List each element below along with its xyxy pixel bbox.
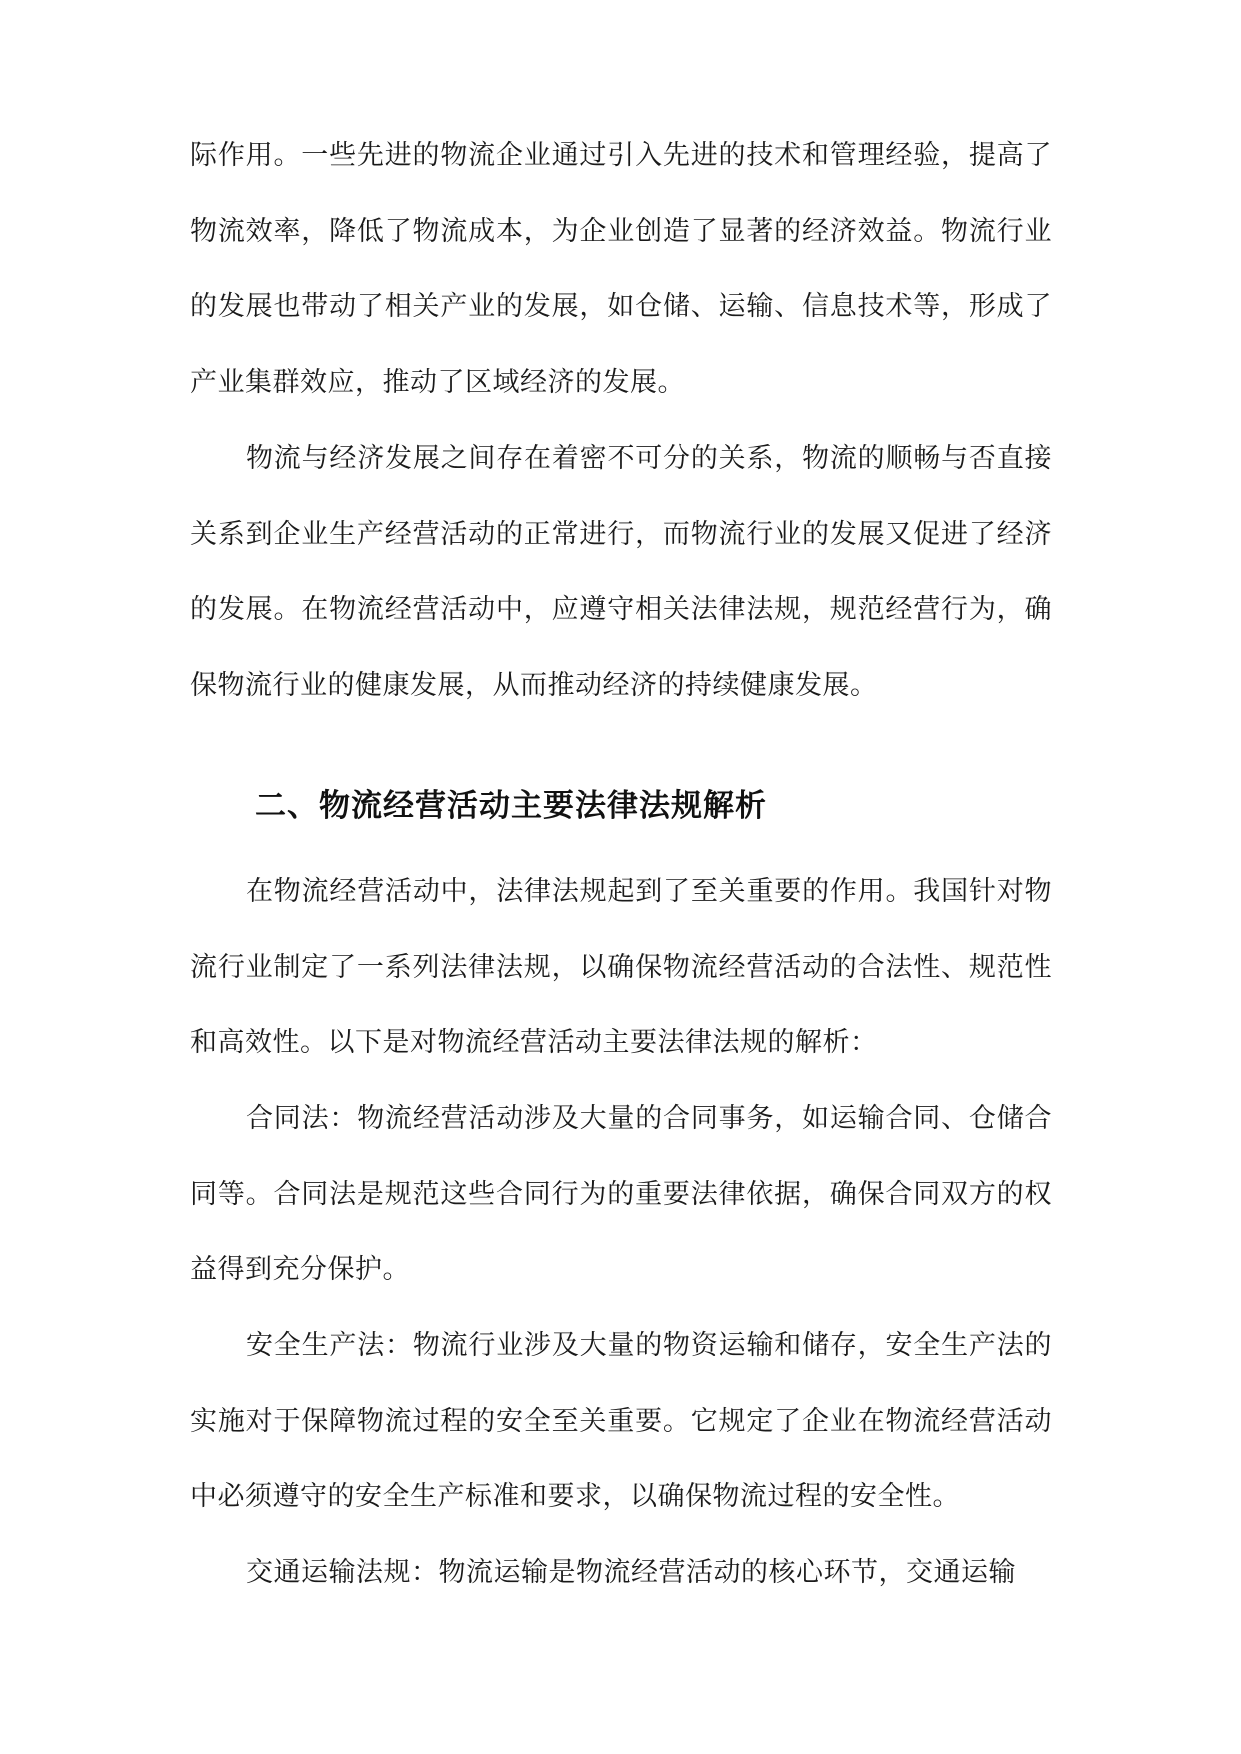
paragraph-logistics-economy: 物流与经济发展之间存在着密不可分的关系，物流的顺畅与否直接关系到企业生产经营活动的正常进行，而物流行业的发展又促进了经济的发展。在物流经营活动中，应遵守相关法律法规，规范经营行为，确保物流行业的健康发展，从而推动经济的持续健康发展。 [190, 443, 1052, 701]
paragraph-continuation: 际作用。一些先进的物流企业通过引入先进的技术和管理经验，提高了物流效率，降低了物流成本，为企业创造了显著的经济效益。物流行业的发展也带动了相关产业的发展，如仓储、运输、信息技术等，形成了产业集群效应，推动了区域经济的发展。 [190, 140, 1052, 398]
section-heading: 二、物流经营活动主要法律法规解析 [255, 788, 767, 824]
paragraph-safety-law: 安全生产法：物流行业涉及大量的物资运输和储存，安全生产法的实施对于保障物流过程的安全至关重要。它规定了企业在物流经营活动中必须遵守的安全生产标准和要求，以确保物流过程的安全性。 [190, 1330, 1052, 1512]
paragraph-transport-law: 交通运输法规：物流运输是物流经营活动的核心环节，交通运输 [246, 1557, 1016, 1588]
paragraph-contract-law: 合同法：物流经营活动涉及大量的合同事务，如运输合同、仓储合同等。合同法是规范这些合同行为的重要法律依据，确保合同双方的权益得到充分保护。 [190, 1103, 1052, 1285]
paragraph-laws-intro: 在物流经营活动中，法律法规起到了至关重要的作用。我国针对物流行业制定了一系列法律法规，以确保物流经营活动的合法性、规范性和高效性。以下是对物流经营活动主要法律法规的解析： [190, 876, 1052, 1058]
